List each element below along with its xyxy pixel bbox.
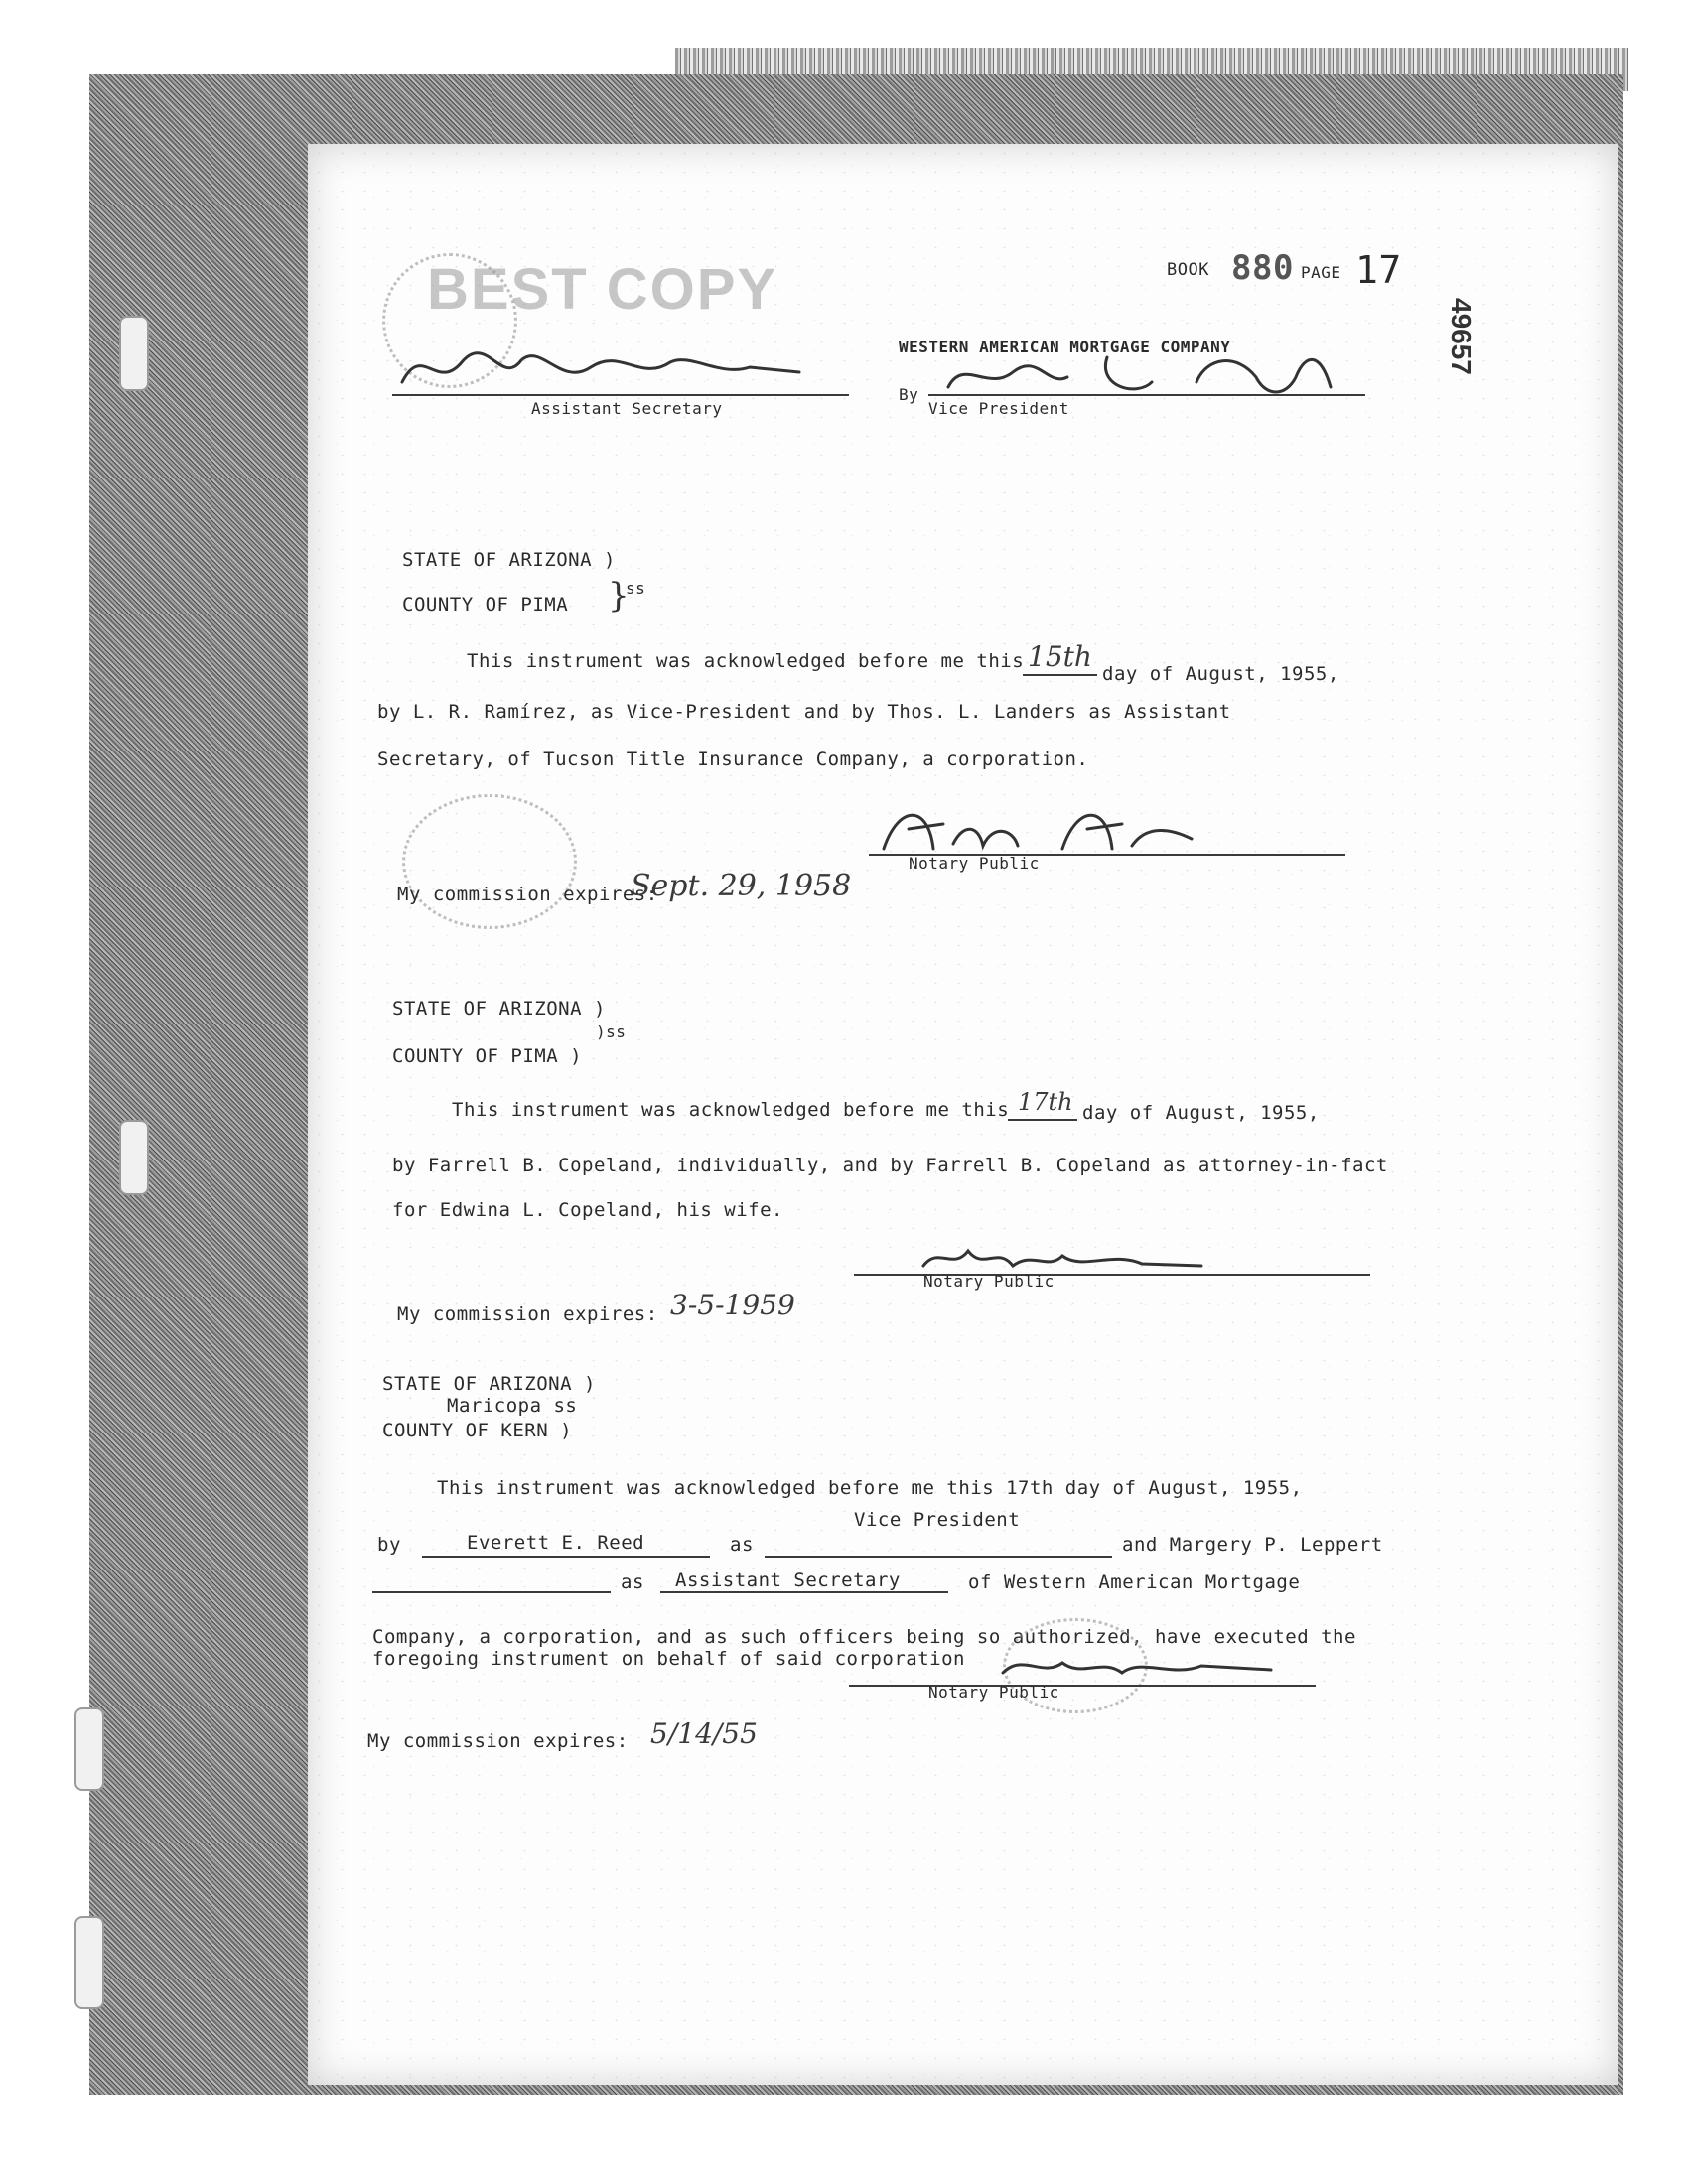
document-number: 49657 (1446, 298, 1477, 375)
ack2-commission-date: 3-5-1959 (670, 1289, 795, 1321)
ack1-line1-pre: This instrument was acknowledged before me this (467, 650, 1025, 672)
ack2-county: COUNTY OF PIMA ) (392, 1045, 583, 1067)
page-label: PAGE (1301, 263, 1341, 282)
assistant-secretary-label: Assistant Secretary (531, 399, 723, 418)
ack1-county: COUNTY OF PIMA (402, 594, 569, 615)
ack3-county-insert: Maricopa ss (447, 1395, 578, 1417)
ack1-line3: Secretary, of Tucson Title Insurance Company, a corporation. (377, 749, 1089, 770)
ack3-county: COUNTY OF KERN ) (382, 1420, 573, 1441)
ack3-state: STATE OF ARIZONA ) (382, 1373, 596, 1395)
ack2-commission-label: My commission expires: (397, 1303, 658, 1325)
punch-hole (119, 316, 149, 391)
ack2-line3: for Edwina L. Copeland, his wife. (392, 1199, 783, 1221)
ack3-line4: Company, a corporation, and as such officers being so authorized, have executed the (372, 1626, 1356, 1648)
ack3-title2-line (660, 1591, 948, 1593)
ack1-day-line (1023, 674, 1097, 676)
ack2-ss: )ss (596, 1023, 627, 1041)
ack1-line2: by L. R. Ramírez, as Vice-President and by Thos. L. Landers as Assistant (377, 701, 1231, 723)
ack2-notary-title: Notary Public (923, 1272, 1055, 1291)
punch-hole (74, 1916, 104, 2009)
book-number: 880 (1231, 248, 1294, 288)
ack3-notary-title: Notary Public (928, 1683, 1059, 1702)
ack3-commission-label: My commission expires: (367, 1730, 629, 1752)
ack3-title2: Assistant Secretary (675, 1570, 901, 1591)
ack2-line1-post: day of August, 1955, (1082, 1102, 1320, 1124)
punch-hole (119, 1120, 149, 1195)
notary-seal (402, 794, 577, 929)
ack2-state: STATE OF ARIZONA ) (392, 998, 606, 1020)
ack3-officer1-line (422, 1556, 710, 1558)
ack3-title1-line (765, 1556, 1112, 1558)
book-label: BOOK (1167, 260, 1209, 280)
ack1-day: 15th (1028, 640, 1092, 673)
vice-president-label: Vice President (928, 399, 1069, 418)
ack3-notary-line (849, 1685, 1316, 1687)
ack3-and-label: and Margery P. Leppert (1122, 1534, 1383, 1556)
page-number: 17 (1355, 248, 1402, 292)
ack3-blank-line (372, 1591, 611, 1593)
ack3-by-label: by (377, 1534, 401, 1556)
ack3-notary-signature (993, 1648, 1291, 1688)
ack3-line1: This instrument was acknowledged before me this 17th day of August, 1955, (437, 1477, 1303, 1499)
ack3-commission-date: 5/14/55 (650, 1717, 758, 1750)
ack3-line5: foregoing instrument on behalf of said corporation (372, 1648, 965, 1670)
company-name: WESTERN AMERICAN MORTGAGE COMPANY (899, 338, 1231, 356)
ack1-line1-post: day of August, 1955, (1102, 663, 1339, 685)
best-copy-stamp: BEST COPY (427, 257, 778, 322)
ack3-as-label-2: as (621, 1571, 644, 1593)
signature-line-right (928, 394, 1365, 396)
ack3-officer1: Everett E. Reed (467, 1532, 645, 1554)
ack2-day-line (1008, 1119, 1077, 1121)
ack1-brace: } (608, 576, 630, 615)
ack2-day: 17th (1018, 1088, 1073, 1116)
ack1-ss: ss (626, 579, 646, 598)
by-label: By (899, 385, 919, 404)
ack2-line1-pre: This instrument was acknowledged before me this (452, 1099, 1010, 1121)
ack1-commission-label: My commission expires: (397, 884, 658, 905)
ack3-of-label: of Western American Mortgage (968, 1571, 1301, 1593)
ack1-commission-date: Sept. 29, 1958 (631, 869, 852, 903)
ack2-line2: by Farrell B. Copeland, individually, and by Farrell B. Copeland as attorney-in-fact (392, 1155, 1388, 1176)
ack1-notary-title: Notary Public (909, 854, 1040, 873)
ack1-state: STATE OF ARIZONA ) (402, 549, 616, 571)
signature-line-left (392, 394, 849, 396)
ack3-title1: Vice President (854, 1509, 1021, 1531)
ack3-as-label: as (730, 1534, 754, 1556)
punch-hole (74, 1707, 104, 1791)
signature-left (392, 333, 809, 402)
